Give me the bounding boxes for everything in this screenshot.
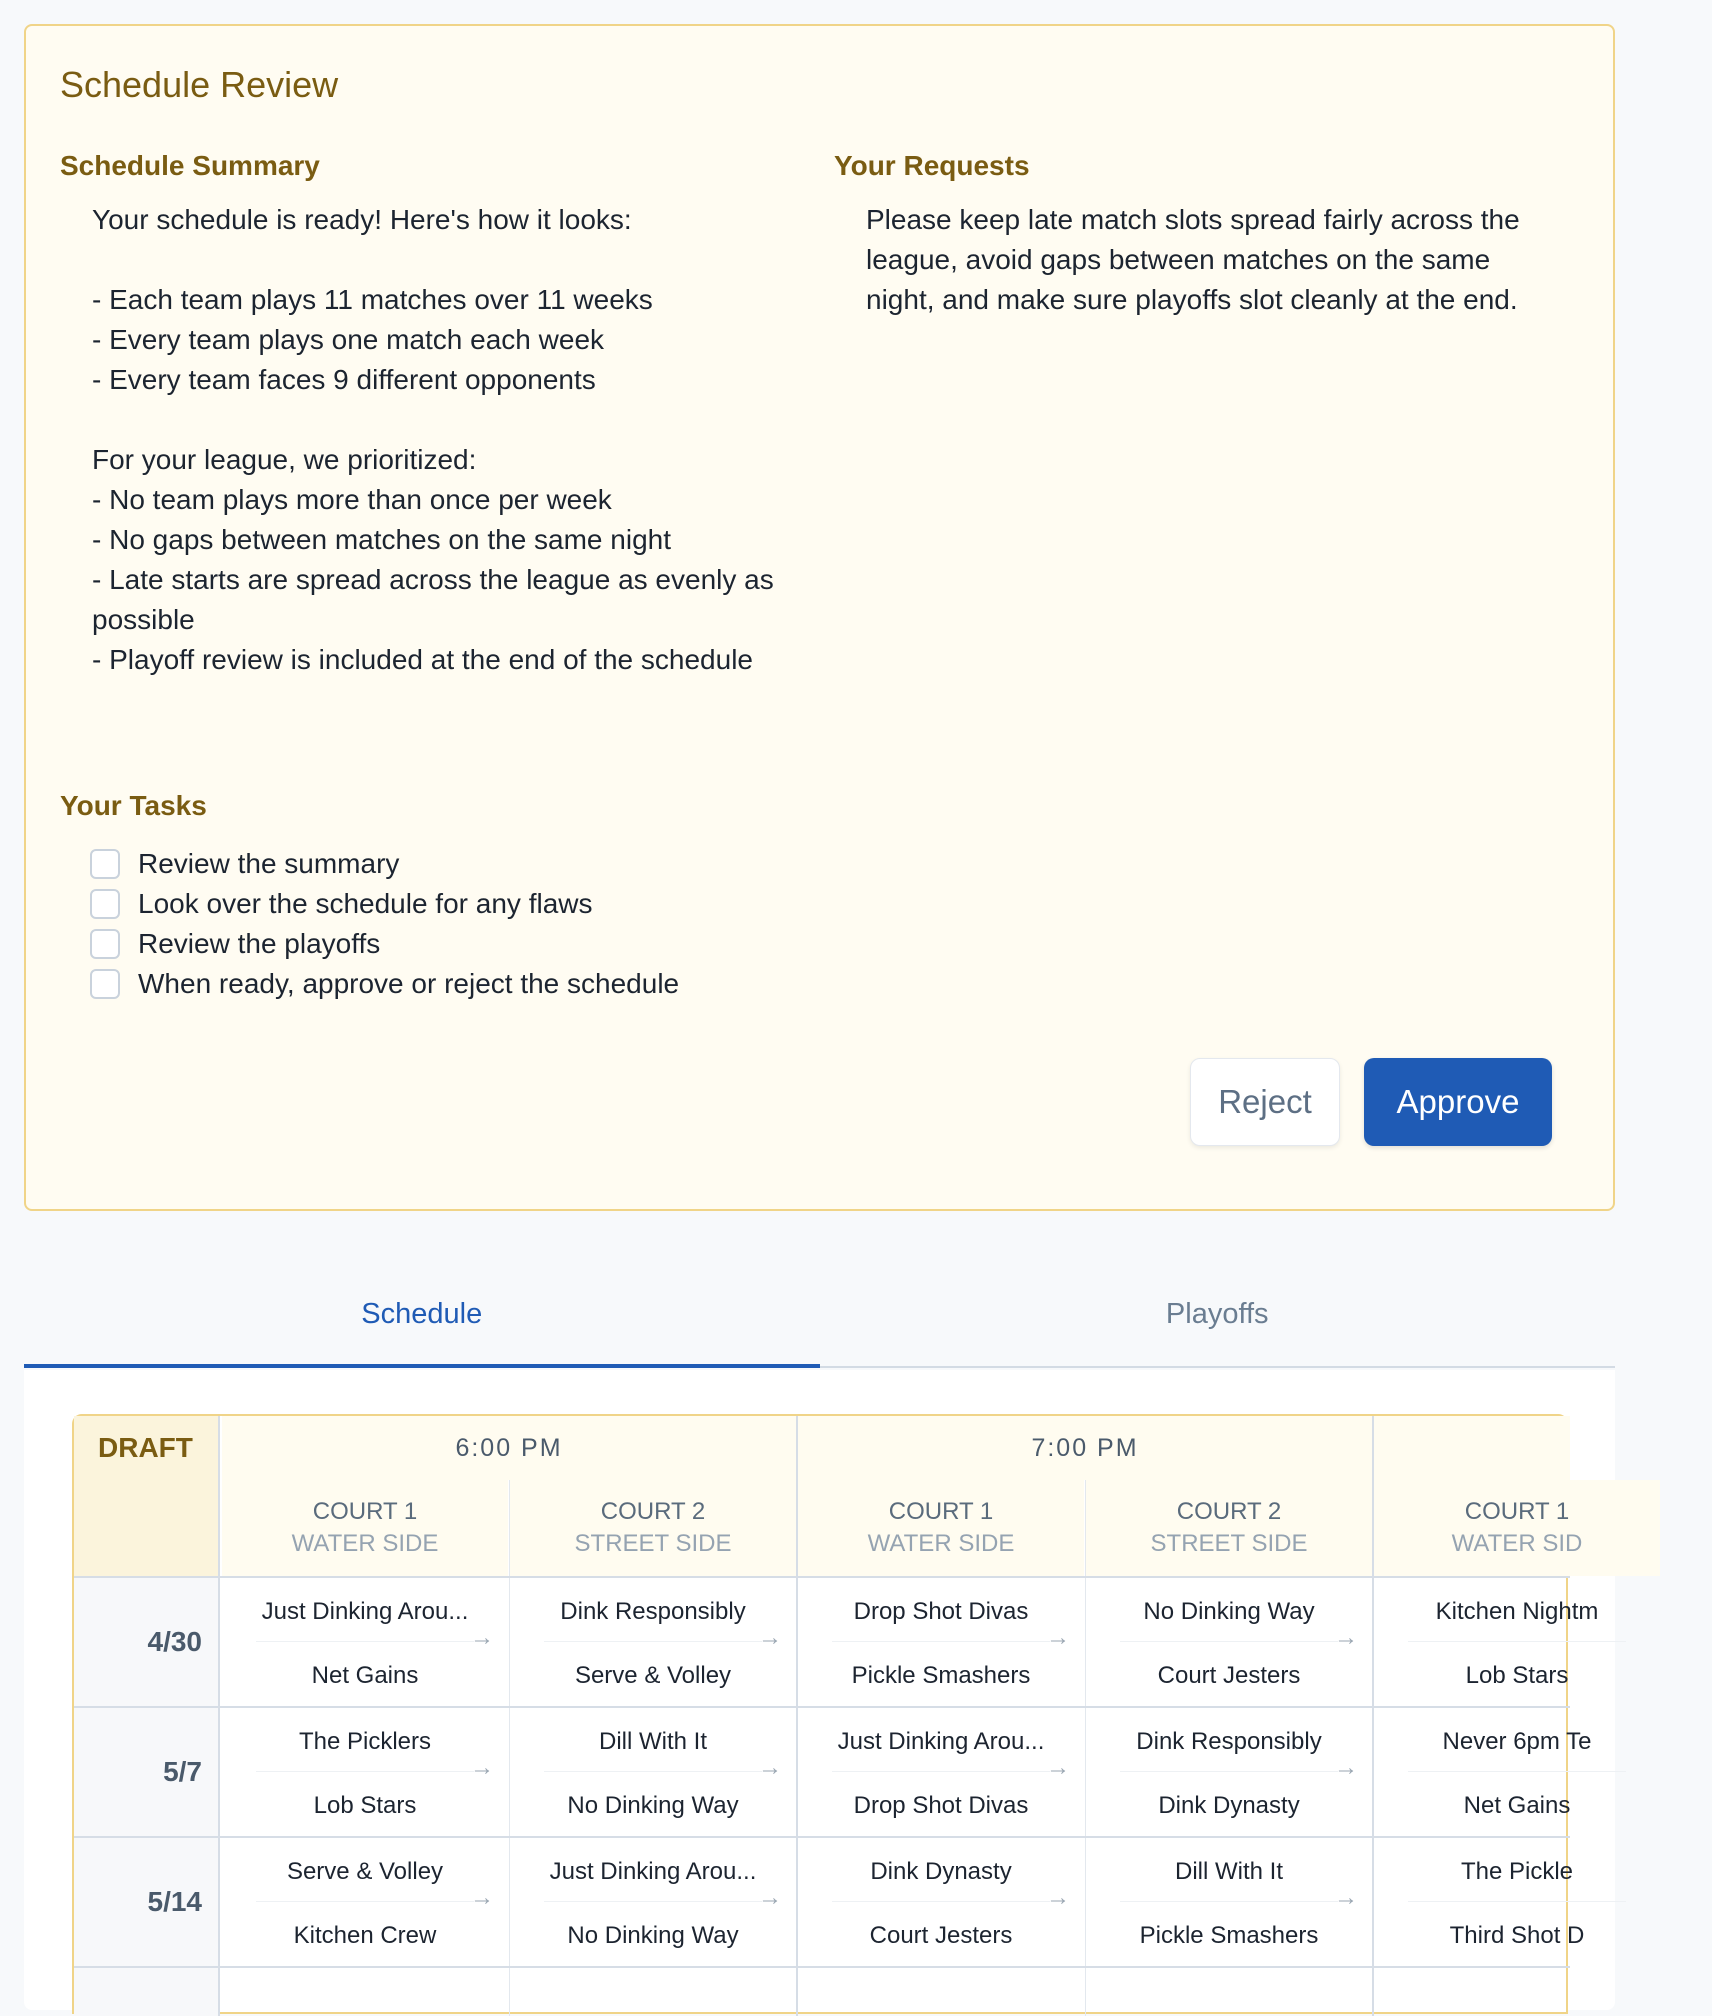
court-name: COURT 1 <box>312 1498 418 1525</box>
match-cell[interactable] <box>1374 1708 1660 1836</box>
week-date: 4/30 <box>74 1578 220 1706</box>
court-side: WATER SIDE <box>867 1530 1015 1557</box>
match-separator <box>832 1771 1050 1772</box>
time-header: 7:00 PM <box>798 1416 1372 1480</box>
match-cell[interactable] <box>1374 1838 1660 1966</box>
match-cell[interactable] <box>510 1838 796 1966</box>
match-separator <box>256 1901 474 1902</box>
review-title: Schedule Review <box>60 64 339 105</box>
court-side: STREET SIDE <box>1150 1530 1308 1557</box>
task-label: Look over the schedule for any flaws <box>138 888 593 919</box>
arrow-right-icon: → <box>1046 1754 1070 1781</box>
task-list <box>90 844 679 1004</box>
home-team: Never 6pm Te <box>1442 1728 1592 1755</box>
away-team: Net Gains <box>311 1662 419 1689</box>
arrow-right-icon: → <box>758 1624 782 1651</box>
home-team: Just Dinking Arou... <box>837 1728 1045 1755</box>
arrow-right-icon: → <box>470 1884 494 1911</box>
arrow-right-icon: → <box>758 1754 782 1781</box>
match-separator <box>832 1641 1050 1642</box>
view-tabs <box>24 1262 1615 1368</box>
away-team: Lob Stars <box>313 1792 417 1819</box>
task-item[interactable] <box>90 964 679 1004</box>
match-cell[interactable] <box>222 1578 508 1706</box>
tasks-heading: Your Tasks <box>60 790 207 821</box>
court-side: WATER SIDE <box>291 1530 439 1557</box>
match-separator <box>1120 1901 1338 1902</box>
court-name: COURT 2 <box>1176 1498 1282 1525</box>
arrow-right-icon: → <box>1046 1624 1070 1651</box>
home-team: Dink Dynasty <box>870 1858 1012 1885</box>
match-cell[interactable] <box>1086 1578 1372 1706</box>
match-cell[interactable] <box>510 1578 796 1706</box>
match-separator <box>544 1901 762 1902</box>
away-team: Net Gains <box>1463 1792 1571 1819</box>
away-team: Court Jesters <box>869 1922 1013 1949</box>
match-separator <box>1120 1771 1338 1772</box>
away-team: No Dinking Way <box>567 1922 739 1949</box>
match-cell[interactable] <box>798 1708 1084 1836</box>
home-team: The Picklers <box>298 1728 432 1755</box>
match-separator <box>1408 1901 1626 1902</box>
task-label: Review the playoffs <box>138 928 381 959</box>
arrow-right-icon: → <box>1334 1754 1358 1781</box>
task-checkbox[interactable] <box>90 849 120 879</box>
match-cell[interactable] <box>222 1708 508 1836</box>
match-separator <box>544 1641 762 1642</box>
requests-heading: Your Requests <box>834 150 1030 181</box>
home-team: Kitchen Nightm <box>1435 1598 1599 1625</box>
task-item[interactable] <box>90 844 679 884</box>
match-separator <box>256 1771 474 1772</box>
court-side: STREET SIDE <box>574 1530 732 1557</box>
match-cell[interactable] <box>798 1838 1084 1966</box>
court-name: COURT 1 <box>1464 1498 1570 1525</box>
summary-heading: Schedule Summary <box>60 150 320 181</box>
row-divider <box>74 1966 1570 1968</box>
away-team: Third Shot D <box>1449 1922 1585 1949</box>
schedule-panel <box>24 1370 1615 2010</box>
summary-section <box>60 150 800 680</box>
home-team: The Pickle <box>1460 1858 1574 1885</box>
time-header <box>1374 1416 1570 1480</box>
away-team: Pickle Smashers <box>851 1662 1031 1689</box>
week-date: 5/14 <box>74 1838 220 1966</box>
match-cell[interactable] <box>510 1708 796 1836</box>
time-header: 6:00 PM <box>222 1416 796 1480</box>
arrow-right-icon: → <box>470 1624 494 1651</box>
arrow-right-icon: → <box>1334 1624 1358 1651</box>
home-team: Dill With It <box>599 1728 707 1755</box>
away-team: Dink Dynasty <box>1158 1792 1300 1819</box>
court-header <box>222 1480 508 1576</box>
match-separator <box>832 1901 1050 1902</box>
summary-text: Your schedule is ready! Here's how it looks: - Each team plays 11 matches over 11 weeks - Every team plays one match each week - Every team faces 9 different opponents For your league, we prioritized: - No team plays more than once per week - No gaps between matches on the same night - Late starts are spread across the league as evenly as possible - Playoff review is included at the end of the schedule <box>92 204 774 675</box>
away-team: Kitchen Crew <box>293 1922 437 1949</box>
match-separator <box>256 1641 474 1642</box>
arrow-right-icon: → <box>758 1884 782 1911</box>
reject-button[interactable]: Reject <box>1190 1058 1340 1146</box>
schedule-review-panel <box>24 24 1615 1211</box>
court-header <box>1374 1480 1660 1576</box>
arrow-right-icon: → <box>1334 1884 1358 1911</box>
home-team: No Dinking Way <box>1143 1598 1315 1625</box>
approve-button[interactable]: Approve <box>1364 1058 1552 1146</box>
match-cell[interactable] <box>1086 1708 1372 1836</box>
match-cell[interactable] <box>1086 1838 1372 1966</box>
away-team: Pickle Smashers <box>1139 1922 1319 1949</box>
match-separator <box>1120 1641 1338 1642</box>
court-header <box>798 1480 1084 1576</box>
home-team: Drop Shot Divas <box>853 1598 1029 1625</box>
tab-playoffs[interactable]: Playoffs <box>1165 1297 1269 1330</box>
match-separator <box>544 1771 762 1772</box>
tab-schedule[interactable]: Schedule <box>24 1262 820 1366</box>
away-team: Lob Stars <box>1465 1662 1569 1689</box>
week-date <box>74 1968 220 2016</box>
court-side: WATER SID <box>1451 1530 1583 1557</box>
away-team: No Dinking Way <box>567 1792 739 1819</box>
arrow-right-icon: → <box>470 1754 494 1781</box>
court-header <box>510 1480 796 1576</box>
home-team: Dink Responsibly <box>560 1598 746 1625</box>
home-team: Dink Responsibly <box>1136 1728 1322 1755</box>
home-team: Dill With It <box>1175 1858 1283 1885</box>
task-item[interactable] <box>90 884 679 924</box>
task-checkbox[interactable] <box>90 929 120 959</box>
match-cell[interactable] <box>798 1578 1084 1706</box>
match-cell[interactable] <box>222 1838 508 1966</box>
task-label: When ready, approve or reject the schedule <box>138 968 680 999</box>
home-team: Just Dinking Arou... <box>549 1858 757 1885</box>
task-checkbox[interactable] <box>90 889 120 919</box>
requests-text: Please keep late match slots spread fairly across the league, avoid gaps between matches on the same night, and make sure playoffs slot cleanly at the end. <box>866 204 1520 315</box>
home-team: Just Dinking Arou... <box>261 1598 469 1625</box>
home-team: Serve & Volley <box>286 1858 444 1885</box>
draft-label: DRAFT <box>74 1416 220 1576</box>
task-item[interactable] <box>90 924 679 964</box>
arrow-right-icon: → <box>1046 1884 1070 1911</box>
match-cell[interactable] <box>1374 1578 1660 1706</box>
away-team: Court Jesters <box>1157 1662 1301 1689</box>
match-separator <box>1408 1771 1626 1772</box>
away-team: Drop Shot Divas <box>853 1792 1029 1819</box>
match-separator <box>1408 1641 1626 1642</box>
requests-section <box>834 150 1564 320</box>
task-checkbox[interactable] <box>90 969 120 999</box>
task-label: Review the summary <box>138 848 400 879</box>
court-name: COURT 1 <box>888 1498 994 1525</box>
court-name: COURT 2 <box>600 1498 706 1525</box>
schedule-grid <box>72 1414 1599 2014</box>
week-date: 5/7 <box>74 1708 220 1836</box>
away-team: Serve & Volley <box>574 1662 732 1689</box>
court-header <box>1086 1480 1372 1576</box>
